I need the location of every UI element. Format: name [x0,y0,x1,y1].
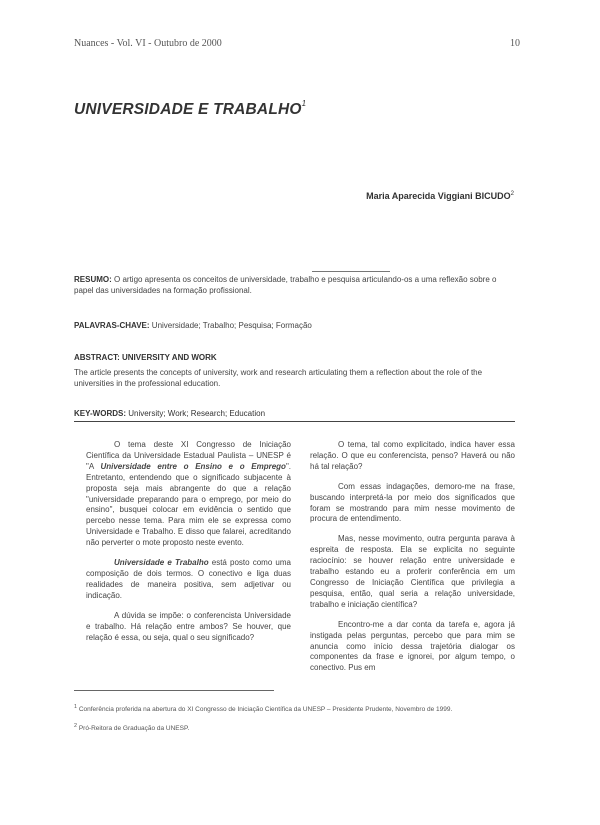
paragraph-text: ". Entretanto, entendendo que o significado subjacente à proposta seja mais abrangente do que a relação "universidade preparando para o emprego, por meio do ensino", busquei colocar em evidência o sentido que percebo nesse tema. Para mim ele se expressa como Universidade e Trabalho. E disso que falarei, acreditando não perverter o mote proposto neste evento. [86,461,292,548]
title-footnote-mark: 1 [301,99,307,108]
keywords-label: KEY-WORDS: [74,409,126,418]
article-title [74,101,306,119]
body-paragraph [310,620,515,675]
body-column-right [310,440,515,683]
footnote-2 [74,722,189,733]
paragraph-text: Mas, nesse movimento, outra pergunta parava à espreita de resposta. Ela se explicita no seguinte raciocínio: se houver relação entre universidade e trabalho estando eu a proferir conferência em um Congresso de Iniciação Científica que privilegia a pesquisa, então, qual seria a relação universidade, trabalho e iniciação científica? [310,534,515,609]
paragraph-text: Encontro-me a dar conta da tarefa e, agora já instigada pelas perguntas, percebo que para mim se anuncia como início dessa trajetória dialogar os componentes da frase e ignorei, por algum tempo, o conectivo. Pus em [310,619,515,673]
palavras-chave-text: Universidade; Trabalho; Pesquisa; Formação [149,321,312,330]
paragraph-text: A dúvida se impõe: o conferencista Universidade e trabalho. Há relação entre ambos? Se houver, que relação é essa, ou seja, qual o seu significado? [86,610,291,642]
resumo-label: RESUMO: [74,275,112,284]
footnote-mark: 1 [74,704,78,710]
keywords-text: University; Work; Research; Education [126,409,266,418]
footnote-text: Pró-Reitora de Graduação da UNESP. [77,725,190,733]
body-paragraph [310,482,515,526]
body-paragraph [86,611,291,644]
paragraph-text: Com essas indagações, demoro-me na frase, buscando interpretá-la por meio dos significados que foram se mostrando para mim nesse movimento de procura de entendimento. [310,481,515,524]
keywords-paragraph [74,408,514,419]
author-name [366,191,514,201]
footnote-1 [74,703,514,714]
resumo-paragraph [74,274,514,296]
paragraph-emphasis: Universidade e Trabalho [114,558,209,568]
body-column-left [86,440,291,652]
author-name-text: Maria Aparecida Viggiani BICUDO [366,191,511,201]
footnote-mark: 2 [74,723,78,729]
section-divider [74,421,515,422]
article-title-text: UNIVERSIDADE E TRABALHO [74,101,302,118]
running-header: Nuances - Vol. VI - Outubro de 2000 [74,38,222,49]
body-paragraph [310,534,515,610]
palavras-chave-label: PALAVRAS-CHAVE: [74,321,150,330]
body-paragraph [86,558,291,602]
abstract-heading: ABSTRACT: UNIVERSITY AND WORK [74,353,217,362]
palavras-chave-paragraph [74,320,514,331]
footnote-divider [74,690,274,691]
resumo-text: O artigo apresenta os conceitos de universidade, trabalho e pesquisa articulando-os a uma reflexão sobre o papel das universidades na formação profissional. [74,275,497,295]
body-paragraph [86,440,291,549]
paragraph-emphasis: Universidade entre o Ensino e o Emprego [100,461,286,471]
page-number: 10 [510,38,520,49]
paragraph-text: O tema, tal como explicitado, indica haver essa relação. O que eu conferencista, penso? Haverá ou não há tal relação? [310,440,515,471]
author-footnote-mark: 2 [510,191,514,197]
abstract-text: The article presents the concepts of university, work and research articulating them a reflection about the role of the universities in the professional education. [74,368,483,388]
short-divider [312,271,390,272]
paragraph-text: O tema deste XI Congresso de Iniciação Científica da Universidade Estadual Paulista – UNESP é "A [86,440,291,471]
footnote-text: Conferência proferida na abertura do XI Congresso de Iniciação Científica da UNESP – Presidente Prudente, Novembro de 1999. [77,706,453,714]
paragraph-text: está posto como uma composição de dois termos. O conectivo e liga duas realidades de maneira positiva, sem adjetivar ou indicação. [86,558,291,600]
body-paragraph [310,440,515,473]
